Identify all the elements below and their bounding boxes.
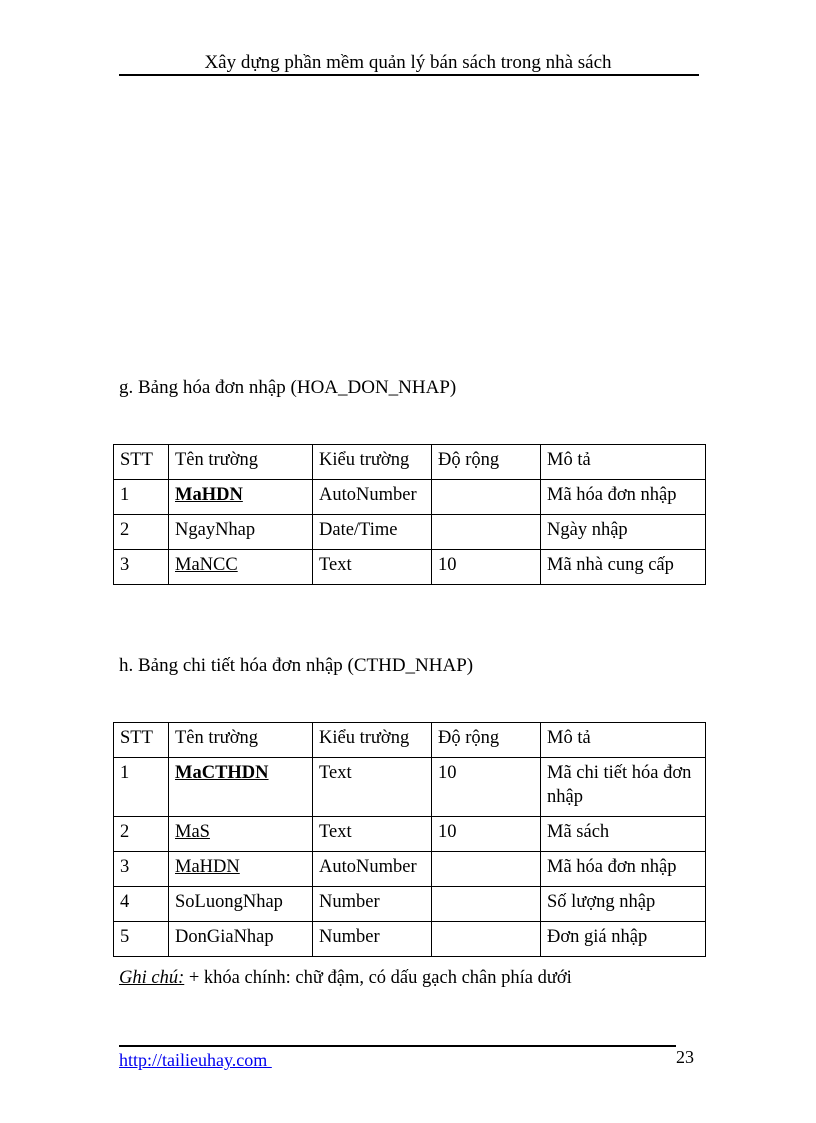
- table-cell: DonGiaNhap: [169, 922, 313, 957]
- table-cell: Text: [313, 550, 432, 585]
- table-cell: 3: [114, 550, 169, 585]
- table-cell: 1: [114, 480, 169, 515]
- table-cell: [432, 515, 541, 550]
- column-header: Mô tả: [541, 723, 706, 758]
- foreign-key-field: MaNCC: [175, 555, 238, 575]
- column-header: Độ rộng: [432, 445, 541, 480]
- table-cell: Mã chi tiết hóa đơn nhập: [541, 758, 706, 817]
- table-row: [114, 817, 706, 852]
- page-number: 23: [676, 1047, 694, 1067]
- table-cell: 5: [114, 922, 169, 957]
- column-header: STT: [114, 723, 169, 758]
- column-header: STT: [114, 445, 169, 480]
- table-row: [114, 887, 706, 922]
- table-cell: Text: [313, 817, 432, 852]
- header-divider: [119, 74, 699, 76]
- column-header: Kiểu trường: [313, 723, 432, 758]
- footer-website-link[interactable]: http://tailieuhay.com: [119, 1050, 272, 1070]
- table-cell: AutoNumber: [313, 852, 432, 887]
- table-header-row: [114, 723, 706, 758]
- table-cell: 3: [114, 852, 169, 887]
- table-cell: [169, 852, 313, 887]
- column-header: Độ rộng: [432, 723, 541, 758]
- table-cell: Mã hóa đơn nhập: [541, 852, 706, 887]
- table-cell: Mã nhà cung cấp: [541, 550, 706, 585]
- table-cell: NgayNhap: [169, 515, 313, 550]
- table-row: [114, 515, 706, 550]
- table-cell: [432, 852, 541, 887]
- table-cell: Đơn giá nhập: [541, 922, 706, 957]
- table-cell: 2: [114, 515, 169, 550]
- table-row: [114, 550, 706, 585]
- column-header: Tên trường: [169, 723, 313, 758]
- table-row: [114, 758, 706, 817]
- table-cell: Date/Time: [313, 515, 432, 550]
- table-row: [114, 922, 706, 957]
- table-cell: Ngày nhập: [541, 515, 706, 550]
- table-cell: [169, 817, 313, 852]
- note-label: Ghi chú:: [119, 968, 185, 988]
- table-cell: 2: [114, 817, 169, 852]
- table-cell: [432, 887, 541, 922]
- table-cell: 10: [432, 758, 541, 817]
- section-g-heading: g. Bảng hóa đơn nhập (HOA_DON_NHAP): [119, 377, 457, 398]
- column-header: Mô tả: [541, 445, 706, 480]
- table-cell: [169, 480, 313, 515]
- note: [119, 968, 572, 989]
- table-row: [114, 480, 706, 515]
- table-cell: [169, 758, 313, 817]
- table-cell: Text: [313, 758, 432, 817]
- table-cell: Số lượng nhập: [541, 887, 706, 922]
- primary-key-field: MaHDN: [175, 485, 243, 505]
- foreign-key-field: MaS: [175, 822, 210, 842]
- primary-key-field: MaCTHDN: [175, 763, 269, 783]
- table-cell: SoLuongNhap: [169, 887, 313, 922]
- table-cell: Number: [313, 922, 432, 957]
- hoa-don-nhap-table: [113, 444, 706, 585]
- cthd-nhap-table: [113, 722, 706, 957]
- table-cell: 10: [432, 817, 541, 852]
- table-cell: 4: [114, 887, 169, 922]
- table-cell: Mã hóa đơn nhập: [541, 480, 706, 515]
- table-cell: AutoNumber: [313, 480, 432, 515]
- page-header-title: Xây dựng phần mềm quản lý bán sách trong nhà sách: [204, 52, 612, 73]
- table-cell: 10: [432, 550, 541, 585]
- table-cell: [432, 480, 541, 515]
- table-row: [114, 852, 706, 887]
- table-cell: 1: [114, 758, 169, 817]
- column-header: Kiểu trường: [313, 445, 432, 480]
- column-header: Tên trường: [169, 445, 313, 480]
- table-cell: Number: [313, 887, 432, 922]
- section-h-heading: h. Bảng chi tiết hóa đơn nhập (CTHD_NHAP): [119, 655, 474, 676]
- foreign-key-field: MaHDN: [175, 857, 240, 877]
- table-cell: [432, 922, 541, 957]
- table-cell: Mã sách: [541, 817, 706, 852]
- table-cell: [169, 550, 313, 585]
- note-text: + khóa chính: chữ đậm, có dấu gạch chân phía dưới: [184, 968, 572, 988]
- footer-divider: [119, 1045, 676, 1047]
- table-header-row: [114, 445, 706, 480]
